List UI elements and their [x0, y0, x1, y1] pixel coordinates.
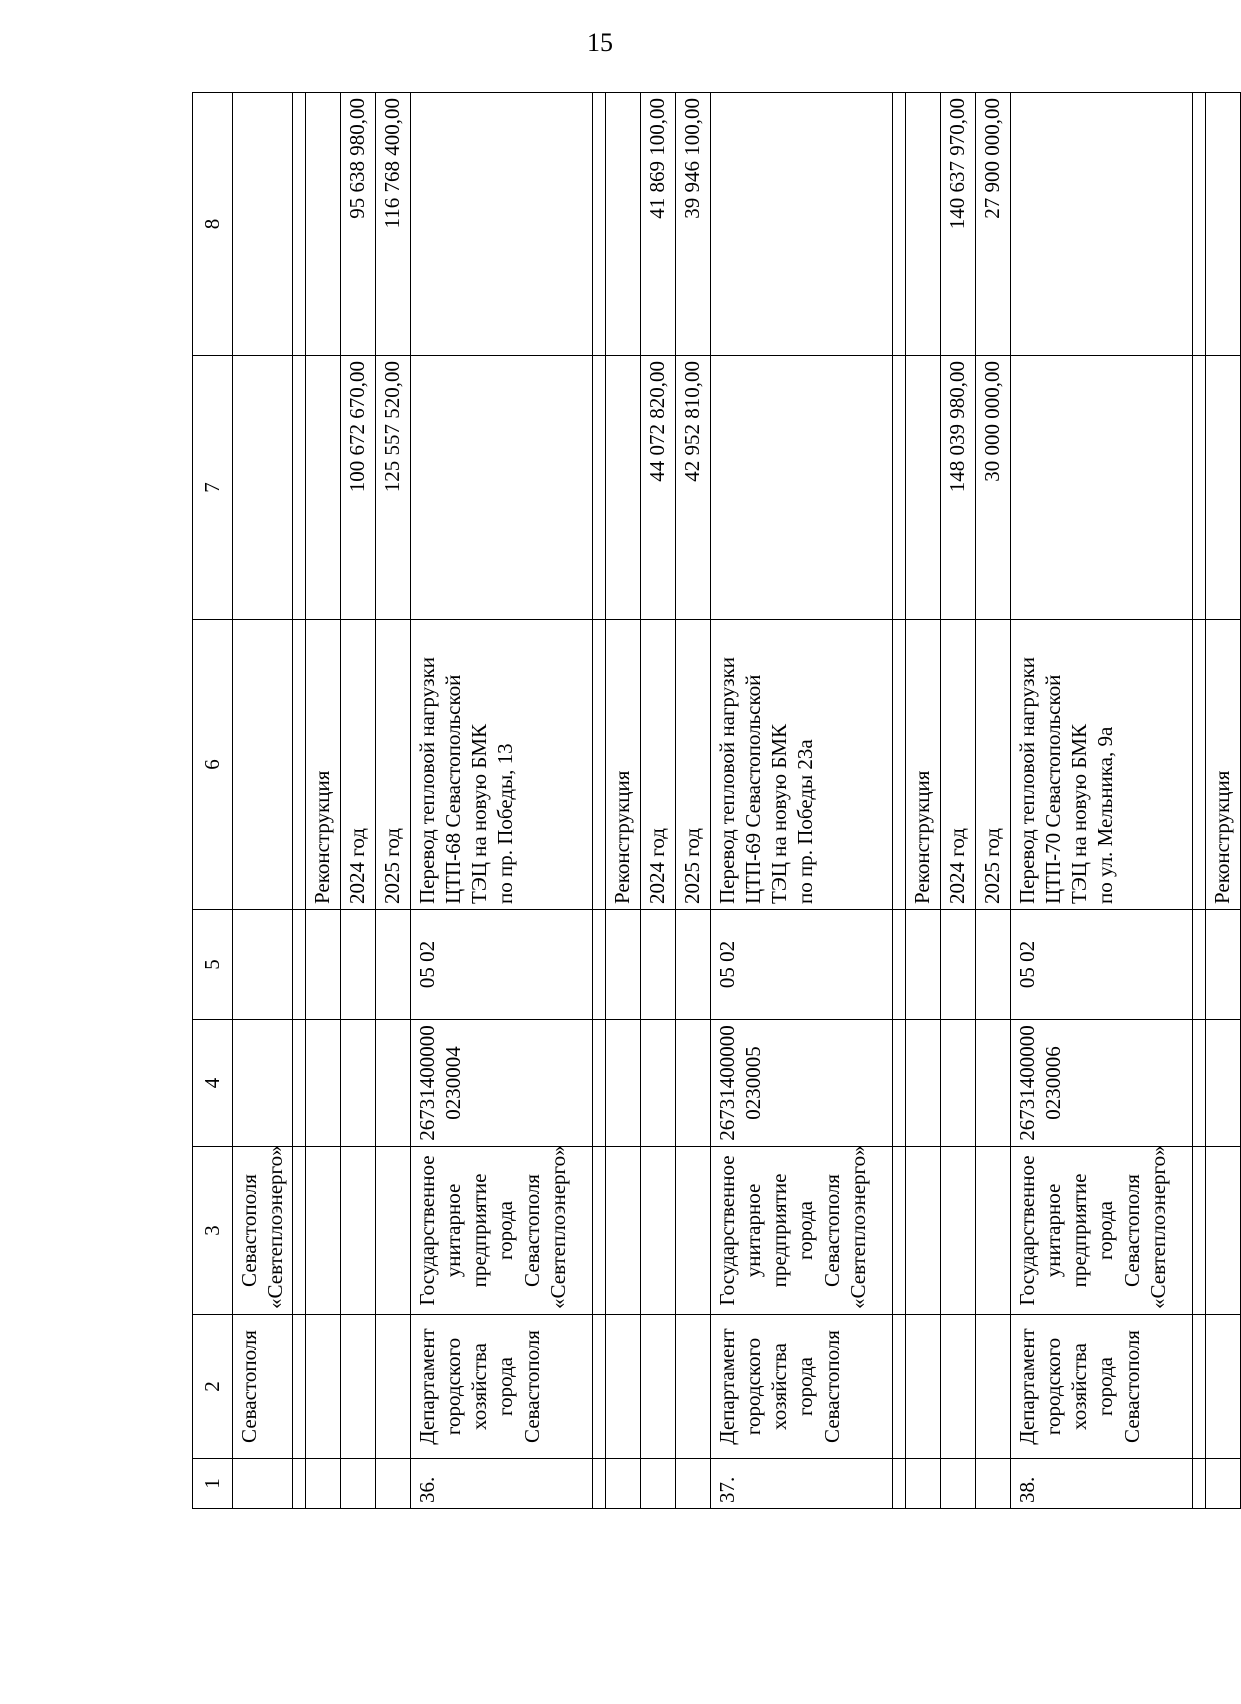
responsible-line: хозяйства [767, 1343, 791, 1430]
customer-line: предприятие [767, 1173, 791, 1288]
object-line: по ул. Мельника, 9а [1093, 726, 1118, 904]
amount-col8: 140 637 970,00 [940, 93, 975, 356]
rotated-table-wrapper [192, 93, 1234, 1509]
table-row [975, 93, 1010, 1509]
customer-line: «Севтеплоэнерго» [545, 1145, 570, 1309]
customer-line: Севастополя [819, 1174, 844, 1287]
table-row [892, 93, 905, 1509]
responsible-line: Севастополя [519, 1330, 544, 1443]
object-line: ТЭЦ на новую БМК [767, 723, 791, 904]
amount-col7: 30 000 000,00 [975, 356, 1010, 620]
responsible-line: городского [440, 1337, 465, 1436]
customer-line: Севастополя [237, 1174, 261, 1287]
header-row [193, 93, 233, 1509]
year-label: 2025 год [675, 620, 710, 910]
amount-col7: 125 557 520,00 [375, 356, 410, 620]
responsible-line: городского [740, 1337, 765, 1436]
row-number: 38. [1010, 1459, 1192, 1509]
object-cell [1010, 620, 1192, 910]
table-row [1205, 93, 1240, 1509]
object-cell [410, 620, 592, 910]
year-label: 2024 год [340, 620, 375, 910]
amount-col7: 42 952 810,00 [675, 356, 710, 620]
customer-line: унитарное [740, 1183, 765, 1278]
responsible-line: хозяйства [1067, 1343, 1091, 1430]
responsible-line: городского [1040, 1337, 1065, 1436]
responsible-line: хозяйства [467, 1343, 491, 1430]
object-cell [710, 620, 892, 910]
col-header-5: 5 [193, 910, 233, 1020]
budget-table [192, 92, 1241, 1509]
customer-cell [233, 1147, 293, 1315]
customer-line: города [493, 1201, 518, 1260]
responsible-cell [1010, 1315, 1192, 1459]
table-row [605, 93, 640, 1509]
stage-label: Реконструкция [305, 620, 340, 910]
code-line: 26731400000 [714, 1025, 739, 1141]
responsible-line: Департамент [714, 1328, 739, 1445]
customer-line: города [793, 1201, 818, 1260]
customer-line: Севастополя [1119, 1174, 1144, 1287]
responsible-line: города [793, 1357, 818, 1416]
customer-line: «Севтеплоэнерго» [1145, 1145, 1170, 1309]
customer-line: предприятие [467, 1173, 491, 1288]
object-line: по пр. Победы, 13 [493, 743, 518, 904]
amount-col8: 116 768 400,00 [375, 93, 410, 356]
amount-col7: 44 072 820,00 [640, 356, 675, 620]
responsible-line: Севастополя [819, 1330, 844, 1443]
code-cell [410, 1020, 592, 1147]
amount-col8: 95 638 980,00 [340, 93, 375, 356]
page-number: 15 [587, 28, 613, 57]
customer-line: города [1093, 1201, 1118, 1260]
table-row [905, 93, 940, 1509]
row-number: 37. [710, 1459, 892, 1509]
table-row [410, 93, 592, 1509]
year-label: 2024 год [640, 620, 675, 910]
customer-line: унитарное [1040, 1183, 1065, 1278]
amount-col8: 39 946 100,00 [675, 93, 710, 356]
code-line: 26731400000 [414, 1025, 439, 1141]
object-line: ЦТП-70 Севастопольской [1040, 674, 1065, 904]
object-line: Перевод тепловой нагрузки [414, 656, 439, 904]
customer-line: Государственное [414, 1155, 439, 1306]
col-header-7: 7 [193, 356, 233, 620]
stage-label: Реконструкция [905, 620, 940, 910]
customer-cell [1010, 1147, 1192, 1315]
customer-line: Севастополя [519, 1174, 544, 1287]
code-line: 0230006 [1040, 1046, 1065, 1120]
responsible-line: города [1093, 1357, 1118, 1416]
object-line: ТЭЦ на новую БМК [467, 723, 491, 904]
table-row [305, 93, 340, 1509]
customer-line: предприятие [1067, 1173, 1091, 1288]
customer-cell [410, 1147, 592, 1315]
code-line: 26731400000 [1014, 1025, 1039, 1141]
object-line: Перевод тепловой нагрузки [1014, 656, 1039, 904]
section-code: 05 02 [710, 910, 892, 1020]
responsible-line: города [493, 1357, 518, 1416]
table-row [592, 93, 605, 1509]
customer-line: Государственное [714, 1155, 739, 1306]
year-label: 2024 год [940, 620, 975, 910]
table-row [292, 93, 305, 1509]
table-row [340, 93, 375, 1509]
customer-line: «Севтеплоэнерго» [263, 1145, 288, 1309]
col-header-3: 3 [193, 1147, 233, 1315]
object-line: ЦТП-68 Севастопольской [440, 674, 465, 904]
col-header-2: 2 [193, 1315, 233, 1459]
responsible-cell [410, 1315, 592, 1459]
year-label: 2025 год [375, 620, 410, 910]
customer-line: «Севтеплоэнерго» [845, 1145, 870, 1309]
customer-line: унитарное [440, 1183, 465, 1278]
table-row [710, 93, 892, 1509]
object-line: Перевод тепловой нагрузки [714, 656, 739, 904]
col-header-4: 4 [193, 1020, 233, 1147]
stage-label: Реконструкция [1205, 620, 1240, 910]
responsible-line: Севастополя [1119, 1330, 1144, 1443]
object-line: по пр. Победы 23а [793, 739, 818, 904]
year-label: 2025 год [975, 620, 1010, 910]
code-cell [710, 1020, 892, 1147]
code-line: 0230005 [740, 1046, 765, 1120]
table-row [1192, 93, 1205, 1509]
row-number: 36. [410, 1459, 592, 1509]
responsible-line: Департамент [1014, 1328, 1039, 1445]
object-line: ЦТП-69 Севастопольской [740, 674, 765, 904]
customer-cell [710, 1147, 892, 1315]
col-header-1: 1 [193, 1459, 233, 1509]
responsible-line: Департамент [414, 1328, 439, 1445]
amount-col7: 148 039 980,00 [940, 356, 975, 620]
object-line: ТЭЦ на новую БМК [1067, 723, 1091, 904]
table-row [640, 93, 675, 1509]
responsible-line: Севастополя [237, 1330, 261, 1443]
table-row [1010, 93, 1192, 1509]
responsible-cell [710, 1315, 892, 1459]
amount-col8: 27 900 000,00 [975, 93, 1010, 356]
code-line: 0230004 [440, 1046, 465, 1120]
customer-line: Государственное [1014, 1155, 1039, 1306]
table-row [375, 93, 410, 1509]
amount-col8: 41 869 100,00 [640, 93, 675, 356]
amount-col7: 100 672 670,00 [340, 356, 375, 620]
code-cell [1010, 1020, 1192, 1147]
section-code: 05 02 [1010, 910, 1192, 1020]
col-header-6: 6 [193, 620, 233, 910]
stage-label: Реконструкция [605, 620, 640, 910]
section-code: 05 02 [410, 910, 592, 1020]
responsible-cell [233, 1315, 293, 1459]
table-row [940, 93, 975, 1509]
col-header-8: 8 [193, 93, 233, 356]
table-row [233, 93, 293, 1509]
table-row [675, 93, 710, 1509]
